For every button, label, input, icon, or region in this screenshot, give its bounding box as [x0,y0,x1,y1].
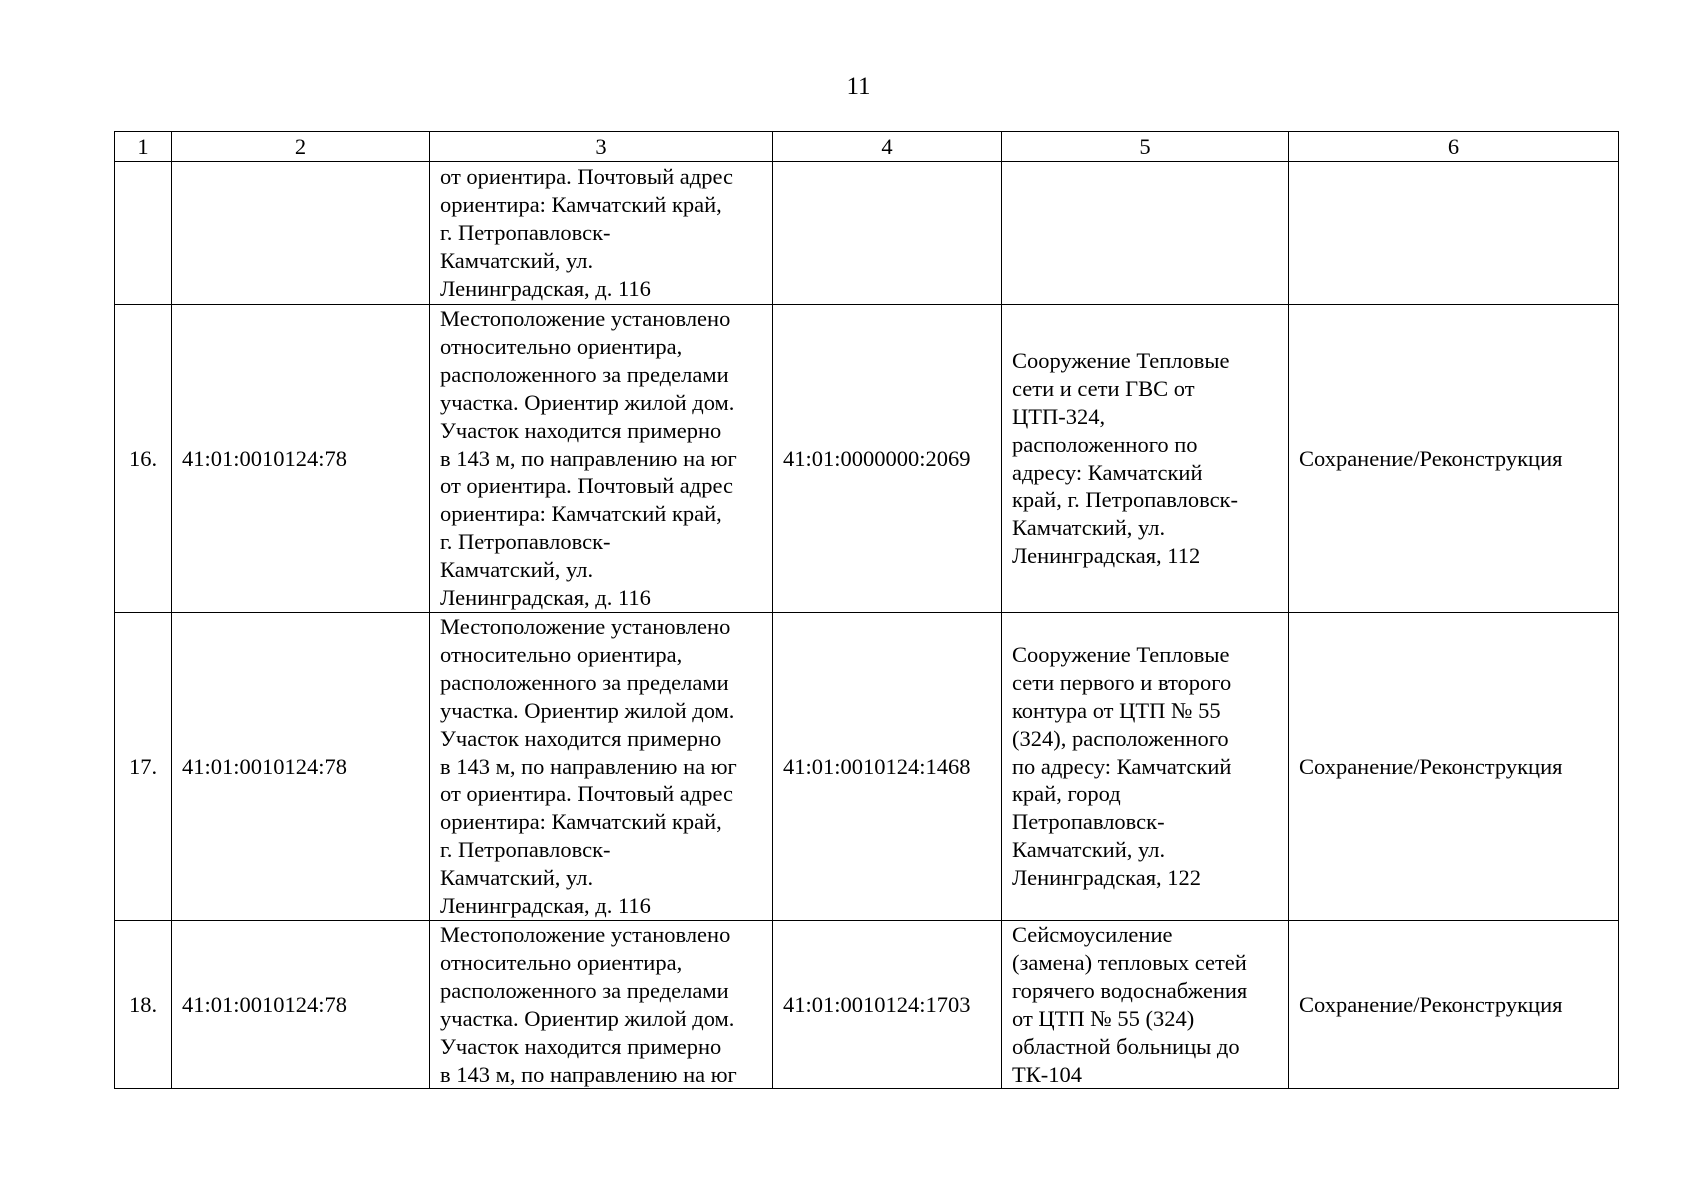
row-number-cell: 16. [115,305,172,613]
land-cadastral-cell: 41:01:0010124:78 [172,921,430,1089]
location-cell: Местоположение установлено относительно ориентира, расположенного за пределами участка. Ориентир жилой дом. Участок находится примерно в 143 м, по направлению на юг [430,921,773,1089]
object-name-cell: Сооружение Тепловые сети первого и второго контура от ЦТП № 55 (324), расположенного по адресу: Камчатский край, город Петропавловск- Камчатский, ул. Ленинградская, 122 [1002,613,1289,921]
object-name-cell: Сейсмоусиление (замена) тепловых сетей горячего водоснабжения от ЦТП № 55 (324) областной больницы до ТК-104 [1002,921,1289,1089]
object-name-cell: Сооружение Тепловые сети и сети ГВС от ЦТП-324, расположенного по адресу: Камчатский край, г. Петропавловск- Камчатский, ул. Ленинградская, 112 [1002,305,1289,613]
column-header: 3 [430,132,773,162]
location-cell: Местоположение установлено относительно ориентира, расположенного за пределами участка. Ориентир жилой дом. Участок находится примерно в 143 м, по направлению на юг от ориентира. Почтовый адрес ориентира: Камчатский край, г. Петропавловск- Камчатский, ул. Ленинградская, д. 116 [430,305,773,613]
location-cell: Местоположение установлено относительно ориентира, расположенного за пределами участка. Ориентир жилой дом. Участок находится примерно в 143 м, по направлению на юг от ориентира. Почтовый адрес ориентира: Камчатский край, г. Петропавловск- Камчатский, ул. Ленинградская, д. 116 [430,613,773,921]
object-cadastral-cell: 41:01:0000000:2069 [773,305,1002,613]
decision-cell [1289,162,1619,305]
column-header: 5 [1002,132,1289,162]
object-cadastral-cell [773,162,1002,305]
location-cell: от ориентира. Почтовый адрес ориентира: Камчатский край, г. Петропавловск- Камчатский, ул. Ленинградская, д. 116 [430,162,773,305]
column-header: 6 [1289,132,1619,162]
column-header: 4 [773,132,1002,162]
object-cadastral-cell: 41:01:0010124:1468 [773,613,1002,921]
row-number-cell [115,162,172,305]
table-row [115,613,1619,921]
decision-cell: Сохранение/Реконструкция [1289,613,1619,921]
object-cadastral-cell: 41:01:0010124:1703 [773,921,1002,1089]
land-cadastral-cell: 41:01:0010124:78 [172,305,430,613]
column-header: 2 [172,132,430,162]
land-cadastral-cell: 41:01:0010124:78 [172,613,430,921]
decision-cell: Сохранение/Реконструкция [1289,921,1619,1089]
table-row [115,305,1619,613]
decision-cell: Сохранение/Реконструкция [1289,305,1619,613]
land-cadastral-cell [172,162,430,305]
table-row-continuation [115,162,1619,305]
table-row [115,921,1619,1089]
column-header: 1 [115,132,172,162]
row-number-cell: 18. [115,921,172,1089]
data-table [114,131,1619,1089]
row-number-cell: 17. [115,613,172,921]
object-name-cell [1002,162,1289,305]
page-number: 11 [846,73,871,100]
table-header-row [115,132,1619,162]
